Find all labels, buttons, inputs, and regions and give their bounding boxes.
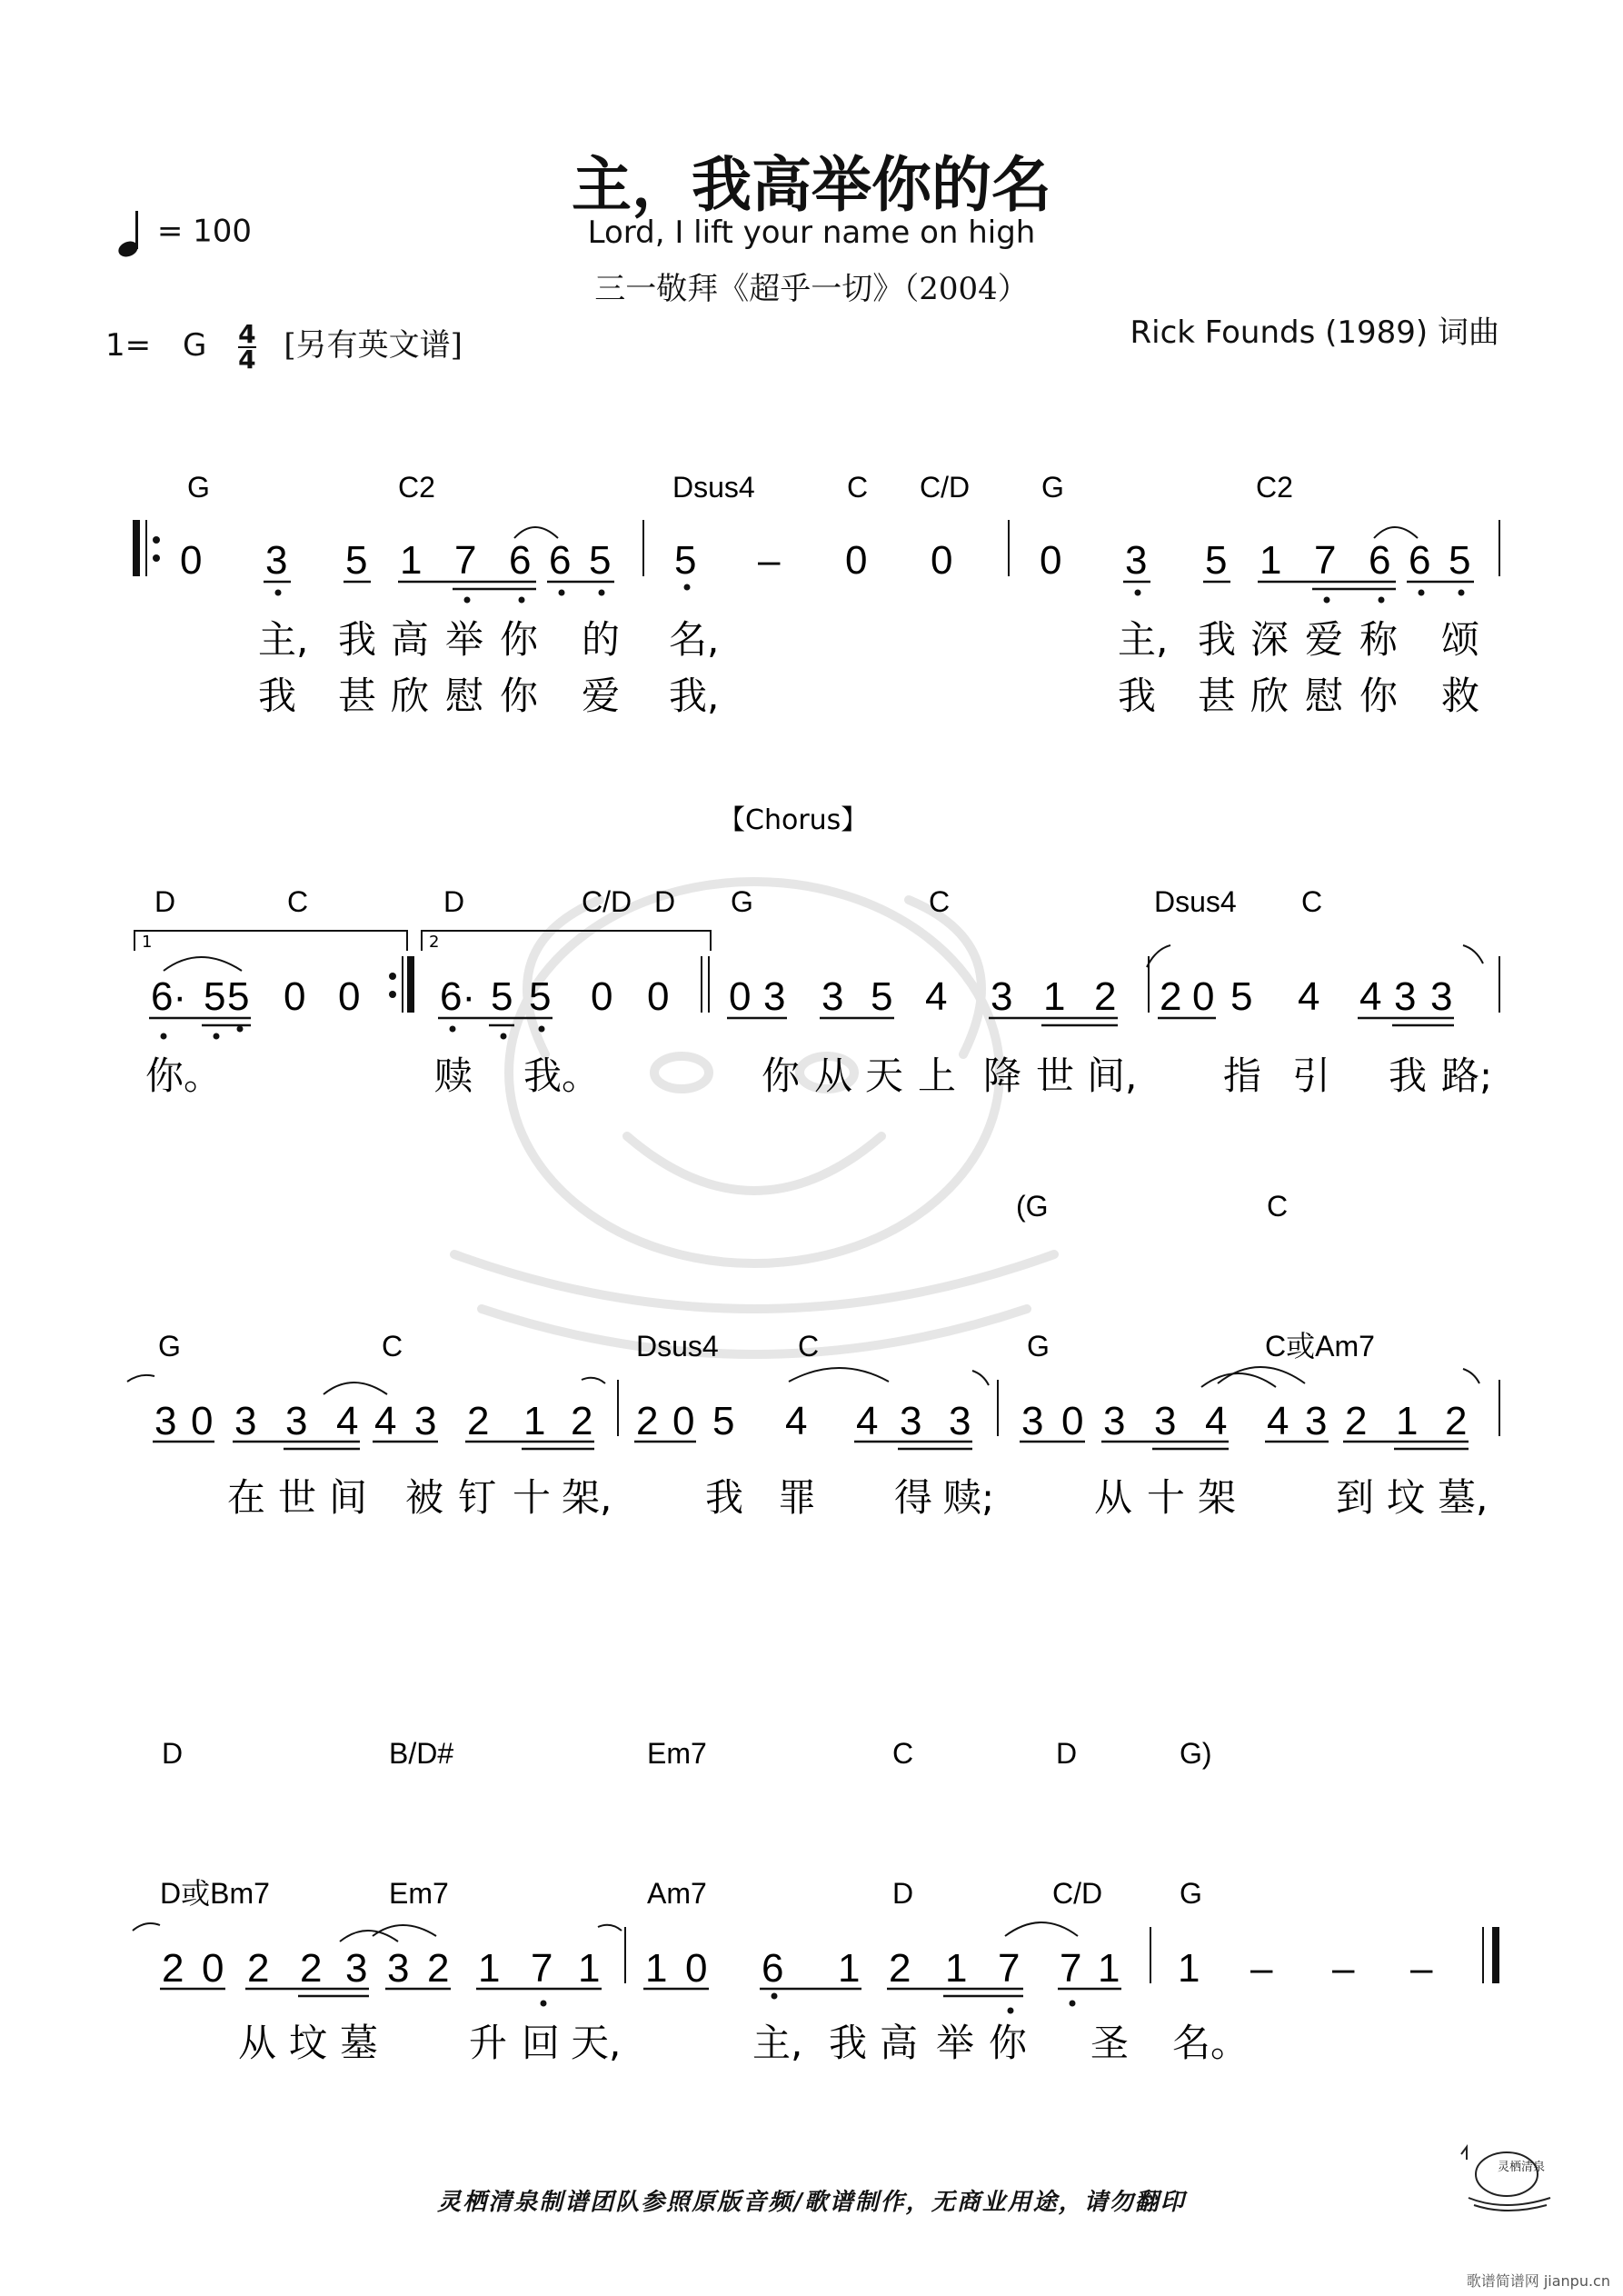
note: 3 <box>345 1946 368 1991</box>
lyric: 架, <box>562 1475 612 1520</box>
lyric: 十 <box>1147 1475 1186 1520</box>
note: 1 <box>400 538 423 583</box>
lyric: 路; <box>1441 1053 1493 1098</box>
note: 7 <box>998 1946 1021 1991</box>
note: 3 <box>1430 974 1453 1019</box>
note: 0 <box>1061 1399 1084 1443</box>
note: 3 <box>1125 538 1148 583</box>
chord: C <box>929 885 951 918</box>
repeat-end-thick <box>407 956 414 1013</box>
note: 4 <box>856 1399 879 1443</box>
lyric: 欣 <box>391 674 430 718</box>
alt-chord: (G <box>1016 1190 1049 1223</box>
chord: C2 <box>1256 471 1293 504</box>
score-line-4 <box>133 1737 1499 2065</box>
lyric: 慰 <box>1305 674 1344 718</box>
note: 5 <box>674 538 697 583</box>
footer-logo <box>1450 2127 1559 2218</box>
octave-dots <box>275 584 1465 604</box>
lyric: 我, <box>669 674 720 718</box>
chord: C <box>287 885 309 918</box>
underlines <box>153 1442 1469 1449</box>
note: 4 <box>785 1399 808 1443</box>
alt-chord: D <box>162 1737 184 1770</box>
time-top: 4 <box>238 318 256 349</box>
chord: G <box>187 471 210 504</box>
note: 6 <box>549 538 572 583</box>
chord: C/D <box>920 471 971 504</box>
lyric: 我 <box>338 617 377 662</box>
footer-credit: 灵栖清泉制谱团队参照原版音频/歌谱制作，无商业用途，请勿翻印 <box>437 2189 1186 2216</box>
underlines <box>264 582 1474 589</box>
slurs <box>133 1922 1078 1942</box>
octave-dots <box>161 1026 545 1040</box>
note: – <box>1332 1946 1355 1991</box>
note: 3 <box>234 1399 257 1443</box>
site-watermark: 歌谱简谱网 jianpu.cn <box>1466 2272 1610 2290</box>
note: 0 <box>591 974 613 1019</box>
chord: G <box>158 1330 181 1363</box>
lyric: 从 <box>238 2021 277 2065</box>
lyric: 甚 <box>1198 674 1237 718</box>
repeat-dot <box>153 554 160 562</box>
score-line-1 <box>133 471 1499 718</box>
note: 1 <box>838 1946 861 1991</box>
lyric: 墓 <box>340 2021 379 2065</box>
lyric: 我 <box>1389 1053 1428 1098</box>
lyric: 的 <box>582 617 621 662</box>
note: 0 <box>931 538 953 583</box>
lyric: 欣 <box>1250 674 1289 718</box>
lyric: 世 <box>278 1475 317 1520</box>
chord: Em7 <box>389 1877 449 1910</box>
song-title: 主，我高举你的名 <box>572 150 1051 220</box>
lyric: 名, <box>669 617 720 662</box>
note: 3 <box>1021 1399 1044 1443</box>
lyric: 钉 <box>458 1475 497 1520</box>
note: 1 <box>1260 538 1282 583</box>
note: 6 <box>1409 538 1431 583</box>
repeat-end-thin <box>402 956 403 1013</box>
lyric: 从 <box>814 1053 853 1098</box>
chord: C <box>798 1330 820 1363</box>
note: 2 <box>1160 974 1182 1019</box>
lyric: 我 <box>1118 674 1157 718</box>
lyric: 爱 <box>582 674 621 718</box>
chord: C <box>382 1330 403 1363</box>
chord: C <box>1301 885 1323 918</box>
lyric: 引 <box>1292 1053 1331 1098</box>
note: 6 <box>509 538 532 583</box>
note: 5 <box>589 538 612 583</box>
volta-2 <box>422 931 711 951</box>
lyric: 间, <box>1087 1053 1138 1098</box>
lyric: 天 <box>865 1053 904 1098</box>
repeat-dot <box>389 991 396 998</box>
lyric: 你。 <box>145 1053 223 1098</box>
note: 0 <box>845 538 868 583</box>
lyric: 被 <box>405 1475 444 1520</box>
note: 1 <box>645 1946 668 1991</box>
note: 7 <box>1060 1946 1082 1991</box>
note: 5 <box>1205 538 1228 583</box>
lyric: 升 <box>469 2021 508 2065</box>
note: 1 <box>945 1946 968 1991</box>
chorus-label: 【Chorus】 <box>718 804 869 836</box>
chord: G <box>1027 1330 1050 1363</box>
lyric: 圣 <box>1090 2021 1130 2065</box>
alt-score-note: [另有英文谱] <box>284 327 463 364</box>
lyric: 爱 <box>1305 617 1344 662</box>
lyric: 我 <box>258 674 297 718</box>
lyric: 你 <box>989 2021 1028 2065</box>
note: 0 <box>1192 974 1215 1019</box>
slurs <box>164 945 1483 971</box>
lyric: 上 <box>918 1053 957 1098</box>
score-line-3 <box>127 1190 1499 1520</box>
note: 0 <box>191 1399 214 1443</box>
note: 5 <box>491 974 513 1019</box>
chord: Dsus4 <box>1154 885 1237 918</box>
note: 4 <box>374 1399 397 1443</box>
lyric: 十 <box>513 1475 552 1520</box>
note: 5 <box>1449 538 1471 583</box>
lyric: 举 <box>445 617 484 662</box>
chord: Dsus4 <box>672 471 755 504</box>
lyric: 回 <box>522 2021 561 2065</box>
chord: D <box>154 885 176 918</box>
alt-chord: Em7 <box>647 1737 707 1770</box>
note: 7 <box>531 1946 553 1991</box>
note: 1 <box>1043 974 1066 1019</box>
lyric: 我 <box>705 1475 744 1520</box>
barline-final-thick <box>1492 1927 1499 1983</box>
tempo-value: = 100 <box>156 213 253 250</box>
time-bottom: 4 <box>238 344 256 374</box>
lyric: 赎; <box>943 1475 995 1520</box>
note: 5 <box>712 1399 735 1443</box>
chord: Dsus4 <box>636 1330 719 1363</box>
lyric: 得 <box>894 1475 933 1520</box>
chord: Am7 <box>647 1877 707 1910</box>
note: 1 <box>578 1946 601 1991</box>
note: 4 <box>925 974 948 1019</box>
score-line-2 <box>134 885 1499 1098</box>
note: 2 <box>889 1946 911 1991</box>
lyric: 坟 <box>1387 1475 1426 1520</box>
note: 6· <box>151 974 187 1019</box>
note: 0 <box>284 974 306 1019</box>
note: 5 <box>529 974 552 1019</box>
lyric: 慰 <box>445 674 484 718</box>
lyric: 你 <box>500 674 539 718</box>
alt-chord: C <box>892 1737 914 1770</box>
note: 1 <box>478 1946 501 1991</box>
note: 3 <box>949 1399 971 1443</box>
note: 1 <box>1178 1946 1200 1991</box>
song-subtitle: Lord, I lift your name on high <box>587 215 1036 251</box>
chord: C或Am7 <box>1265 1330 1375 1363</box>
note: 5 <box>227 974 250 1019</box>
note: 2 <box>427 1946 450 1991</box>
chord: D <box>654 885 676 918</box>
note: 0 <box>729 974 752 1019</box>
note: 0 <box>685 1946 708 1991</box>
note: 3 <box>1103 1399 1126 1443</box>
lyric: 高 <box>391 617 430 662</box>
note: 5 <box>345 538 368 583</box>
lyric: 世 <box>1036 1053 1075 1098</box>
lamb-logo-icon <box>1450 2127 1559 2218</box>
lyric: 我 <box>1198 617 1237 662</box>
chord: D <box>892 1877 914 1910</box>
alt-chord: G) <box>1180 1737 1212 1770</box>
note: 0 <box>672 1399 695 1443</box>
chord: C <box>847 471 869 504</box>
note: 2 <box>1345 1399 1368 1443</box>
note: 4 <box>1359 974 1382 1019</box>
note: 3 <box>154 1399 177 1443</box>
alt-chord: C <box>1267 1190 1289 1223</box>
lyric: 赎 <box>434 1053 473 1098</box>
repeat-start-thin <box>145 520 147 576</box>
alt-chord: D <box>1056 1737 1078 1770</box>
lyric: 深 <box>1250 617 1289 662</box>
note: 3 <box>900 1399 922 1443</box>
chord: C/D <box>1052 1877 1103 1910</box>
note: 2 <box>571 1399 593 1443</box>
lyric: 墓, <box>1438 1475 1489 1520</box>
volta-1-number: 1 <box>142 933 153 952</box>
note: 2 <box>300 1946 323 1991</box>
volta-1 <box>134 931 407 951</box>
note: 7 <box>1314 538 1337 583</box>
lyric: 主, <box>752 2021 803 2065</box>
note: 3 <box>991 974 1013 1019</box>
lyric: 架 <box>1198 1475 1237 1520</box>
lyric: 举 <box>936 2021 975 2065</box>
note: 6 <box>762 1946 784 1991</box>
underlines <box>149 1018 1454 1025</box>
repeat-dot <box>153 536 160 544</box>
lyric: 我 <box>829 2021 868 2065</box>
note: 1 <box>1396 1399 1419 1443</box>
note: 3 <box>414 1399 437 1443</box>
chord: G <box>731 885 753 918</box>
note: 6· <box>440 974 476 1019</box>
note: 1 <box>1098 1946 1120 1991</box>
chord: C2 <box>398 471 435 504</box>
key-prefix: 1= <box>105 327 152 364</box>
note: 5 <box>1230 974 1253 1019</box>
note: 1 <box>523 1399 546 1443</box>
slurs <box>127 1367 1479 1394</box>
composer-credit: Rick Founds (1989) 词曲 <box>1130 314 1499 351</box>
lyric: 我。 <box>523 1053 601 1098</box>
key-value: G <box>182 327 207 364</box>
repeat-dot <box>389 973 396 980</box>
lyric: 主, <box>1118 617 1169 662</box>
lyric: 坟 <box>289 2021 328 2065</box>
lyric: 救 <box>1441 674 1480 718</box>
lyric: 在 <box>227 1475 266 1520</box>
note: 3 <box>387 1946 410 1991</box>
note: 2 <box>162 1946 184 1991</box>
note: 5 <box>871 974 893 1019</box>
note: – <box>1410 1946 1433 1991</box>
note: 0 <box>180 538 203 583</box>
lyric: 间 <box>329 1475 368 1520</box>
volta-2-number: 2 <box>429 933 440 952</box>
note: 4 <box>1267 1399 1289 1443</box>
note: 2 <box>247 1946 270 1991</box>
note: 7 <box>454 538 477 583</box>
lyric: 到 <box>1336 1475 1375 1520</box>
note: 0 <box>202 1946 224 1991</box>
logo-text: 灵栖清泉 <box>1498 2161 1546 2174</box>
lyric: 名。 <box>1172 2021 1250 2065</box>
repeat-start-thick <box>133 520 140 576</box>
chord: G <box>1180 1877 1202 1910</box>
chord: D或Bm7 <box>160 1877 270 1910</box>
chord: D <box>443 885 465 918</box>
lyric: 高 <box>880 2021 919 2065</box>
note: 0 <box>338 974 361 1019</box>
note: 3 <box>1154 1399 1177 1443</box>
note: 4 <box>336 1399 359 1443</box>
lyric: 你 <box>762 1053 801 1098</box>
note: 4 <box>1205 1399 1228 1443</box>
chord: C/D <box>582 885 632 918</box>
note: 4 <box>1298 974 1320 1019</box>
lyric: 指 <box>1223 1053 1262 1098</box>
chord: G <box>1041 471 1064 504</box>
lyric: 罪 <box>778 1475 817 1520</box>
note: 2 <box>636 1399 659 1443</box>
lyric: 你 <box>1359 674 1399 718</box>
note: 3 <box>1305 1399 1328 1443</box>
slurs <box>514 527 1418 538</box>
alt-chord: B/D# <box>389 1737 454 1770</box>
album-info: 三一敬拜《超乎一切》（2004） <box>594 271 1029 307</box>
note: 3 <box>1394 974 1417 1019</box>
note: 2 <box>1445 1399 1468 1443</box>
note: 6 <box>1369 538 1391 583</box>
note: – <box>1250 1946 1273 1991</box>
lyric: 称 <box>1359 617 1399 662</box>
lyric: 颂 <box>1441 617 1480 662</box>
lyric: 甚 <box>338 674 377 718</box>
note: 2 <box>1094 974 1117 1019</box>
note: 0 <box>1040 538 1062 583</box>
note: 5 <box>204 974 226 1019</box>
note: 0 <box>647 974 670 1019</box>
lyric: 天, <box>571 2021 622 2065</box>
note: 3 <box>763 974 786 1019</box>
note: 3 <box>821 974 844 1019</box>
underlines <box>160 1989 1121 1996</box>
lyric: 从 <box>1094 1475 1133 1520</box>
note: – <box>758 538 781 583</box>
lyric: 降 <box>983 1053 1022 1098</box>
note: 2 <box>467 1399 490 1443</box>
lyric: 你 <box>500 617 539 662</box>
lyric: 主, <box>258 617 309 662</box>
note: 3 <box>285 1399 308 1443</box>
note: 3 <box>265 538 288 583</box>
